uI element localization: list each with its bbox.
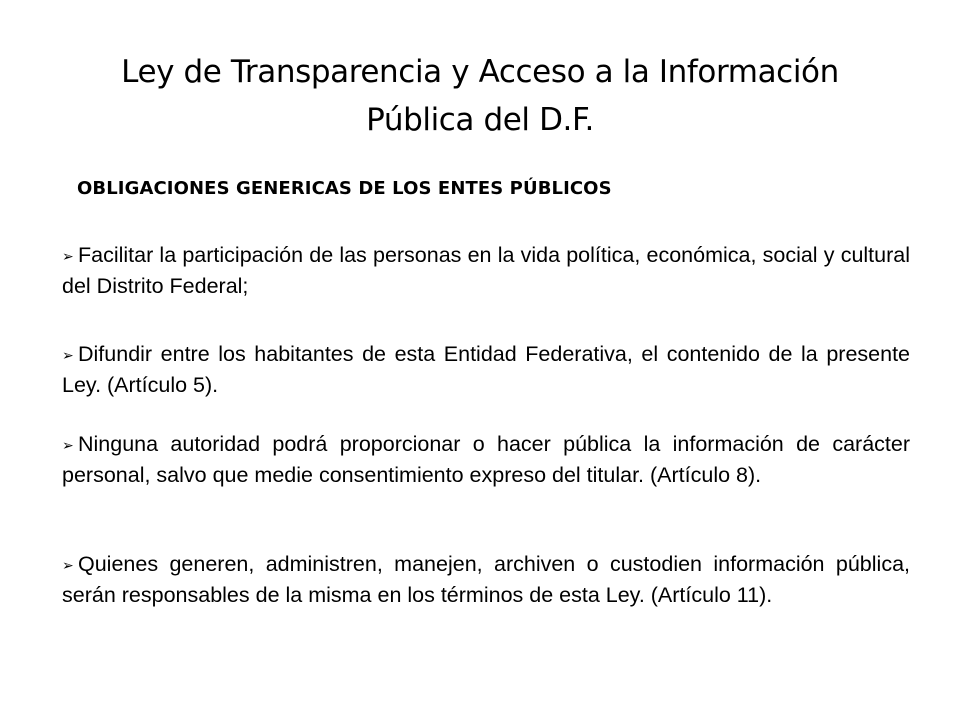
arrow-bullet-icon: ➢ [62, 437, 74, 453]
slide-title: Ley de Transparencia y Acceso a la Información Pública del D.F. [121, 54, 839, 138]
section-heading: OBLIGACIONES GENERICAS DE LOS ENTES PÚBLICOS [77, 178, 612, 199]
bullet-text: Ninguna autoridad podrá proporcionar o hacer pública la información de carácter personal, salvo que medie consentimiento expreso del titular. (Artículo 8). [62, 432, 910, 487]
arrow-bullet-icon: ➢ [62, 557, 74, 573]
bullet-item [62, 429, 910, 490]
bullet-text: Quienes generen, administren, manejen, archiven o custodien información pública, serán responsables de la misma en los términos de esta Ley. (Artículo 11). [62, 552, 910, 607]
arrow-bullet-icon: ➢ [62, 248, 74, 264]
bullet-text: Difundir entre los habitantes de esta Entidad Federativa, el contenido de la presente Ley. (Artículo 5). [62, 342, 910, 397]
bullet-item [62, 240, 910, 301]
arrow-bullet-icon: ➢ [62, 347, 74, 363]
bullet-item [62, 549, 910, 610]
bullet-item [62, 339, 910, 400]
bullet-text: Facilitar la participación de las personas en la vida política, económica, social y cultural del Distrito Federal; [62, 243, 910, 298]
